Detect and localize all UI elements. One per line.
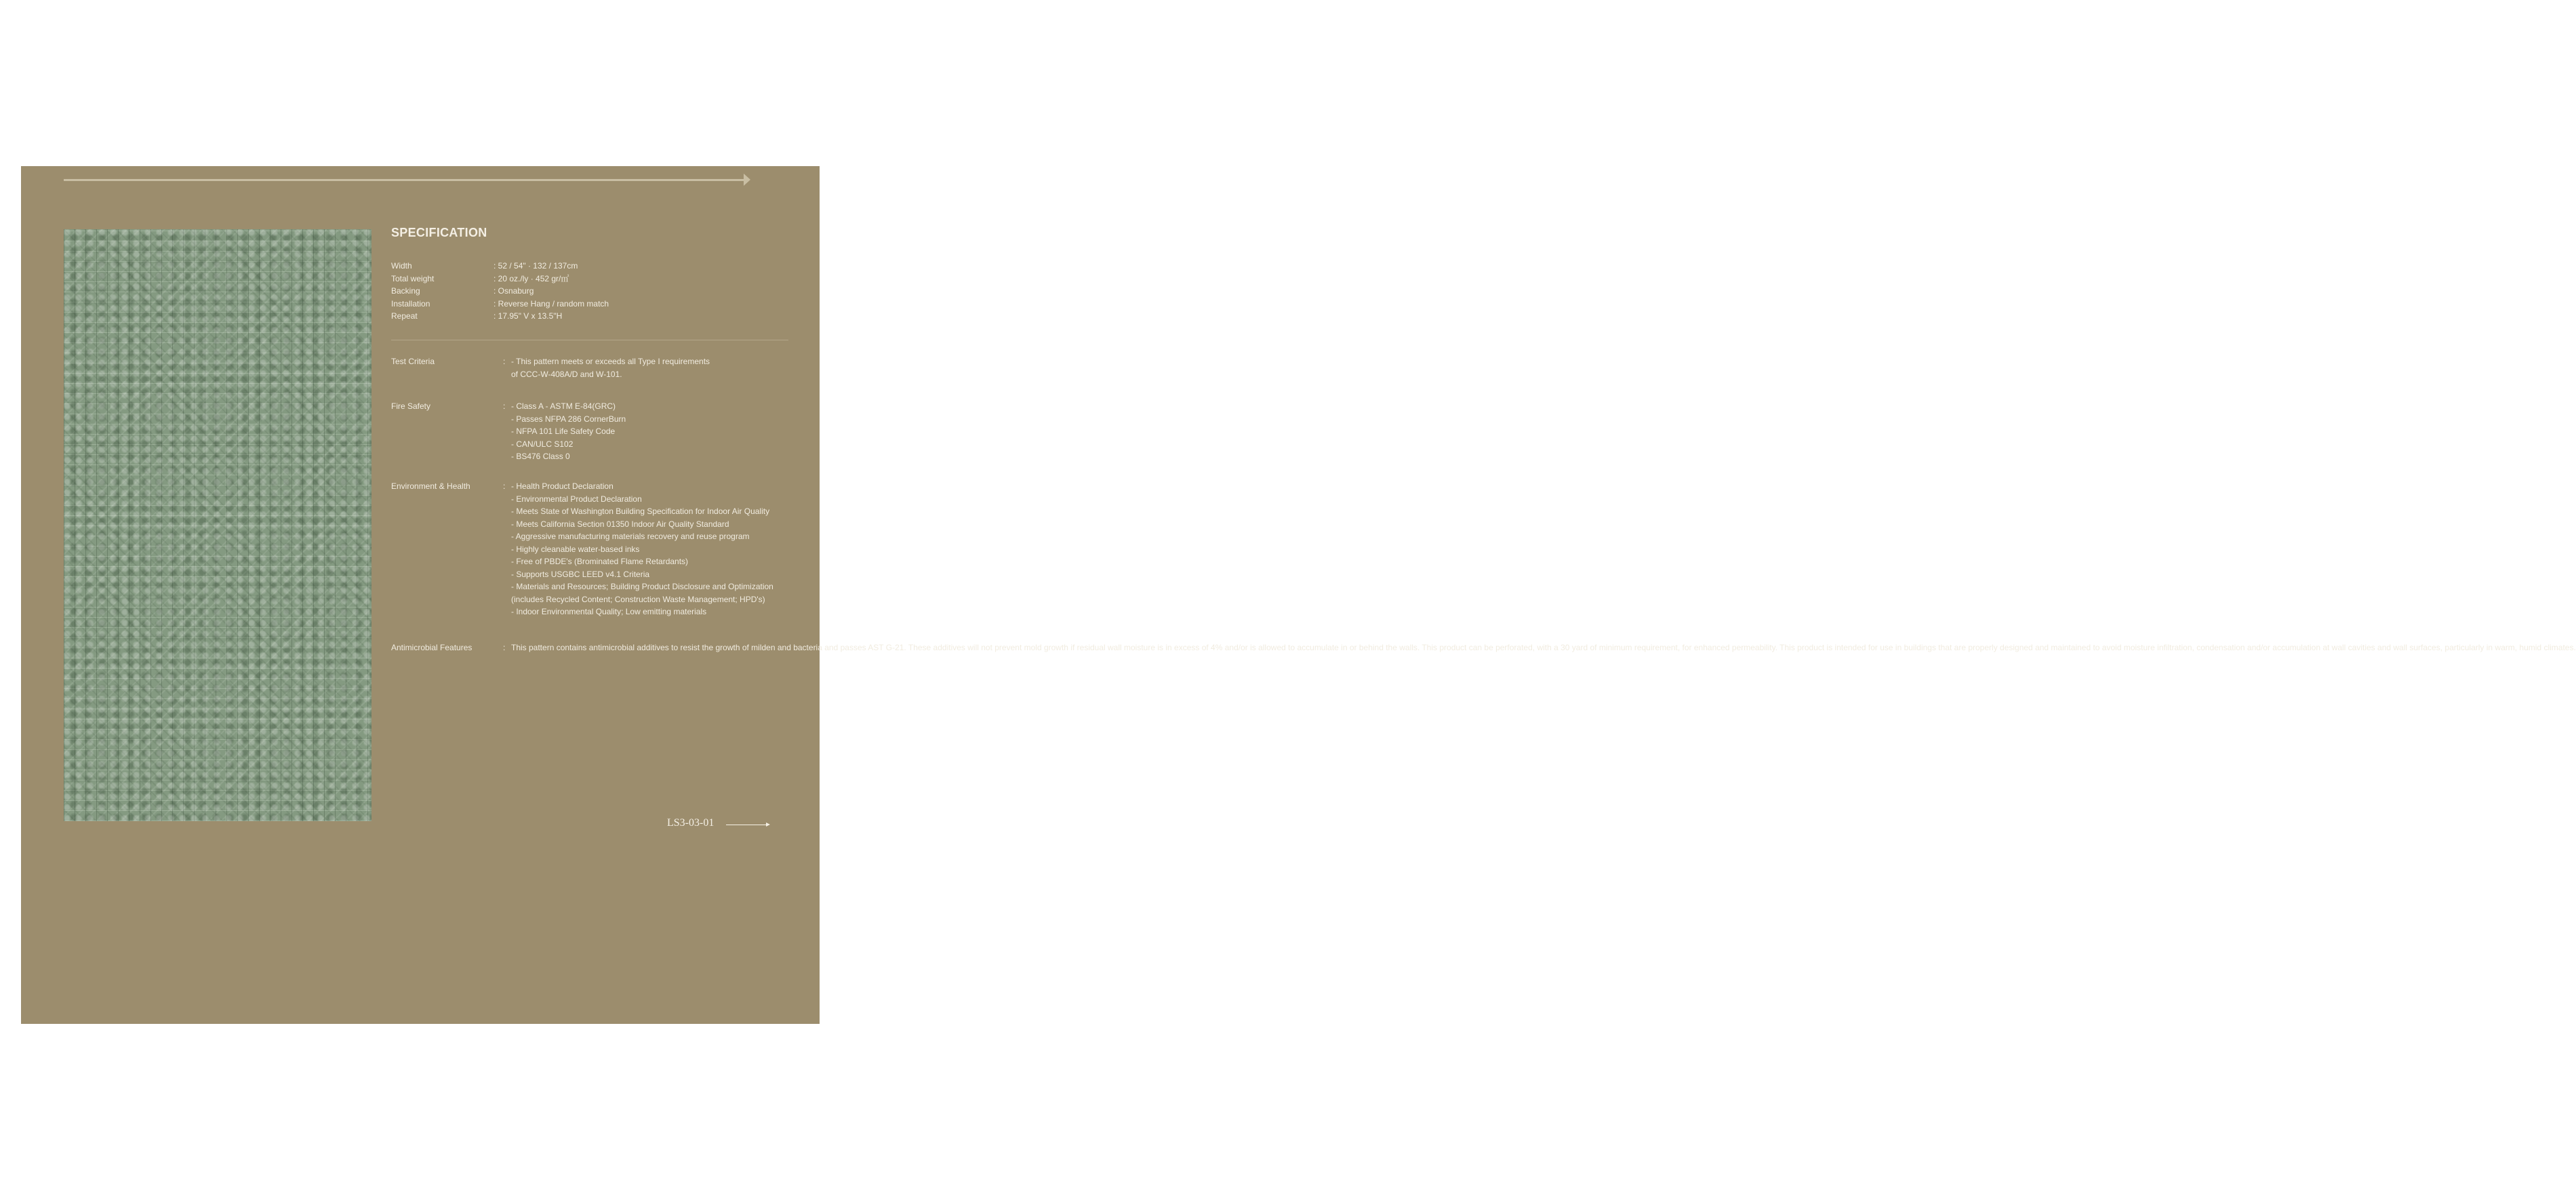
section-line: - Free of PBDE's (Brominated Flame Retardants) <box>511 557 689 566</box>
section-line: - Class A - ASTM E-84(GRC) <box>511 401 616 411</box>
spec-label: Installation <box>391 298 430 309</box>
section-line: - Health Product Declaration <box>511 481 613 491</box>
spec-row-width <box>391 260 771 273</box>
spec-row-backing <box>391 285 771 298</box>
section-colon: : <box>503 357 506 366</box>
spec-row-installation <box>391 298 771 311</box>
section-fire-safety <box>391 400 825 463</box>
section-body <box>511 480 825 618</box>
spec-label: Repeat <box>391 311 418 321</box>
section-body <box>511 400 825 463</box>
spec-value: : Osnaburg <box>494 286 534 296</box>
section-line: - NFPA 101 Life Safety Code <box>511 427 616 436</box>
spec-list <box>391 260 771 323</box>
spec-value: : 17.95" V x 13.5"H <box>494 311 563 321</box>
section-label: Environment & Health <box>391 481 470 491</box>
section-line: - Aggressive manufacturing materials recovery and reuse program <box>511 532 750 541</box>
wallcovering-swatch-image <box>64 229 371 821</box>
spec-value: : 52 / 54" · 132 / 137cm <box>494 261 578 271</box>
specification-title: SPECIFICATION <box>391 226 487 239</box>
section-line: - Indoor Environmental Quality; Low emitting materials <box>511 607 707 616</box>
section-label: Fire Safety <box>391 401 431 411</box>
arrow-right-icon <box>766 822 770 827</box>
spec-label: Backing <box>391 286 420 296</box>
section-colon: : <box>503 401 506 411</box>
section-label: Antimicrobial Features <box>391 643 472 652</box>
section-line: - Supports USGBC LEED v4.1 Criteria <box>511 569 650 579</box>
page-code: LS3-03-01 <box>667 817 715 829</box>
section-test-criteria <box>391 355 825 380</box>
section-line: - Passes NFPA 286 CornerBurn <box>511 414 626 424</box>
section-line: - Meets State of Washington Building Specification for Indoor Air Quality <box>511 507 770 516</box>
section-line: - Highly cleanable water-based inks <box>511 544 640 554</box>
section-line: (includes Recycled Content; Construction Waste Management; HPD's) <box>511 594 765 604</box>
section-line: - This pattern meets or exceeds all Type I requirements <box>511 357 710 366</box>
spec-label: Width <box>391 261 412 271</box>
top-rule <box>64 179 745 181</box>
spec-row-repeat <box>391 310 771 323</box>
spec-value: : 20 oz./ly · 452 gr/㎡ <box>494 273 569 283</box>
section-colon: : <box>503 481 506 491</box>
antimicrobial-paragraph: This pattern contains antimicrobial additives to resist the growth of milden and bacteria and passes AST G-21. These additives will not prevent mold growth if residual wall moisture is in excess of 4% and/or is allowed to accumulate in or behind the walls. This product can be perforated, with a 30 yard of minimum requirement, for enhanced permeability. This product is intended for use in buildings that are properly designed and maintained to avoid moisture infiltration, condensation and/or accumulation at wall cavities and wall surfaces, particularly in warm, humid climates. <box>511 643 2576 652</box>
section-colon: : <box>503 643 506 652</box>
section-line: - Materials and Resources; Building Product Disclosure and Optimization <box>511 582 773 591</box>
section-body <box>511 355 825 380</box>
section-environment-health <box>391 480 825 618</box>
section-line: - CAN/ULC S102 <box>511 439 573 449</box>
section-line: - Environmental Product Declaration <box>511 494 642 504</box>
section-antimicrobial <box>391 641 2576 654</box>
section-line: - BS476 Class 0 <box>511 452 570 461</box>
section-label: Test Criteria <box>391 357 435 366</box>
section-body <box>511 641 2576 654</box>
arrow-right-icon <box>744 174 750 186</box>
spec-row-total-weight <box>391 273 771 285</box>
spec-label: Total weight <box>391 273 435 283</box>
section-line: - Meets California Section 01350 Indoor Air Quality Standard <box>511 519 729 529</box>
spec-panel <box>21 166 2576 1024</box>
spec-value: : Reverse Hang / random match <box>494 298 609 309</box>
section-line: of CCC-W-408A/D and W-101. <box>511 369 622 379</box>
